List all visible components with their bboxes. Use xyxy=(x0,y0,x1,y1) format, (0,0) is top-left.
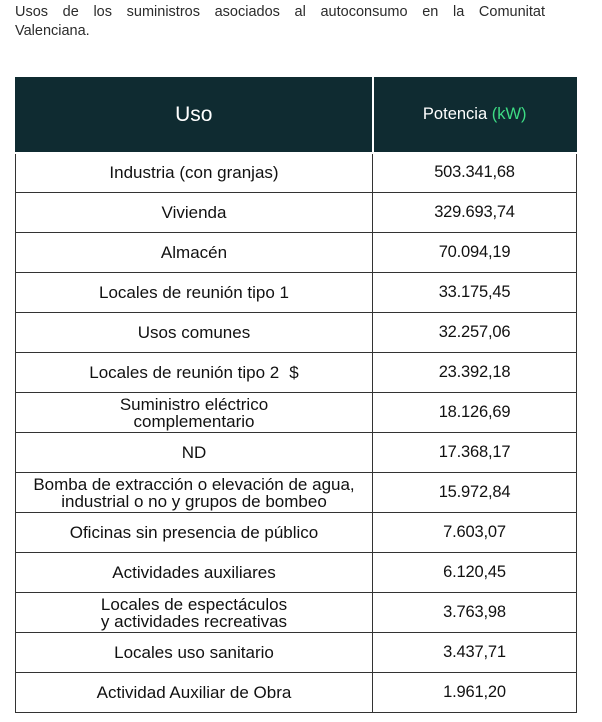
row-uso xyxy=(16,593,373,633)
row-uso: Industria (con granjas) xyxy=(16,153,373,193)
table-caption: Usos de los suministros asociados al autoconsumo en la Comunitat Valenciana. xyxy=(15,4,545,39)
row-potencia: 33.175,45 xyxy=(373,273,577,313)
row-potencia: 6.120,45 xyxy=(373,553,577,593)
row-uso: ND xyxy=(16,433,373,473)
row-uso: Locales de reunión tipo 1 xyxy=(16,273,373,313)
row-potencia: 7.603,07 xyxy=(373,513,577,553)
table-row xyxy=(16,313,577,353)
row-uso-line1: Bomba de extracción o elevación de agua, xyxy=(33,474,355,494)
header-potencia-label: Potencia xyxy=(422,105,488,124)
table-row xyxy=(16,593,577,633)
table-row xyxy=(16,553,577,593)
table-row xyxy=(16,473,577,513)
row-potencia: 3.763,98 xyxy=(373,593,577,633)
table-row xyxy=(16,433,577,473)
row-uso: Usos comunes xyxy=(16,313,373,353)
row-uso: Almacén xyxy=(16,233,373,273)
row-uso: Actividades auxiliares xyxy=(16,553,373,593)
row-potencia: 23.392,18 xyxy=(373,353,577,393)
table-row xyxy=(16,513,577,553)
row-potencia: 18.126,69 xyxy=(373,393,577,433)
row-potencia: 3.437,71 xyxy=(373,633,577,673)
row-potencia: 1.961,20 xyxy=(373,673,577,713)
row-uso-line2: complementario xyxy=(133,411,255,431)
header-potencia-unit: (kW) xyxy=(491,105,527,124)
table-row xyxy=(16,673,577,713)
row-uso-line1: Suministro eléctrico xyxy=(119,394,269,414)
row-uso xyxy=(16,393,373,433)
usage-power-table xyxy=(15,77,577,713)
header-potencia xyxy=(373,78,577,153)
row-uso-line2: y actividades recreativas xyxy=(100,611,288,631)
table-row xyxy=(16,193,577,233)
row-uso-line2: industrial o no y grupos de bombeo xyxy=(61,491,327,511)
row-potencia: 15.972,84 xyxy=(373,473,577,513)
row-uso xyxy=(16,473,373,513)
row-uso-line1: Locales de espectáculos xyxy=(100,594,288,614)
dollar-symbol: $ xyxy=(289,363,299,382)
row-uso: Locales uso sanitario xyxy=(16,633,373,673)
row-uso: Vivienda xyxy=(16,193,373,233)
row-potencia: 17.368,17 xyxy=(373,433,577,473)
row-potencia: 32.257,06 xyxy=(373,313,577,353)
row-uso xyxy=(16,353,373,393)
table-header-row xyxy=(16,78,577,153)
row-potencia: 329.693,74 xyxy=(373,193,577,233)
table-row xyxy=(16,233,577,273)
table-row xyxy=(16,393,577,433)
row-potencia: 503.341,68 xyxy=(373,153,577,193)
row-uso-text: Locales de reunión tipo 2 xyxy=(89,363,280,382)
table-row xyxy=(16,153,577,193)
row-potencia: 70.094,19 xyxy=(373,233,577,273)
table-row xyxy=(16,353,577,393)
table-row xyxy=(16,273,577,313)
row-uso: Oficinas sin presencia de público xyxy=(16,513,373,553)
header-uso: Uso xyxy=(16,78,373,153)
row-uso: Actividad Auxiliar de Obra xyxy=(16,673,373,713)
table-row xyxy=(16,633,577,673)
